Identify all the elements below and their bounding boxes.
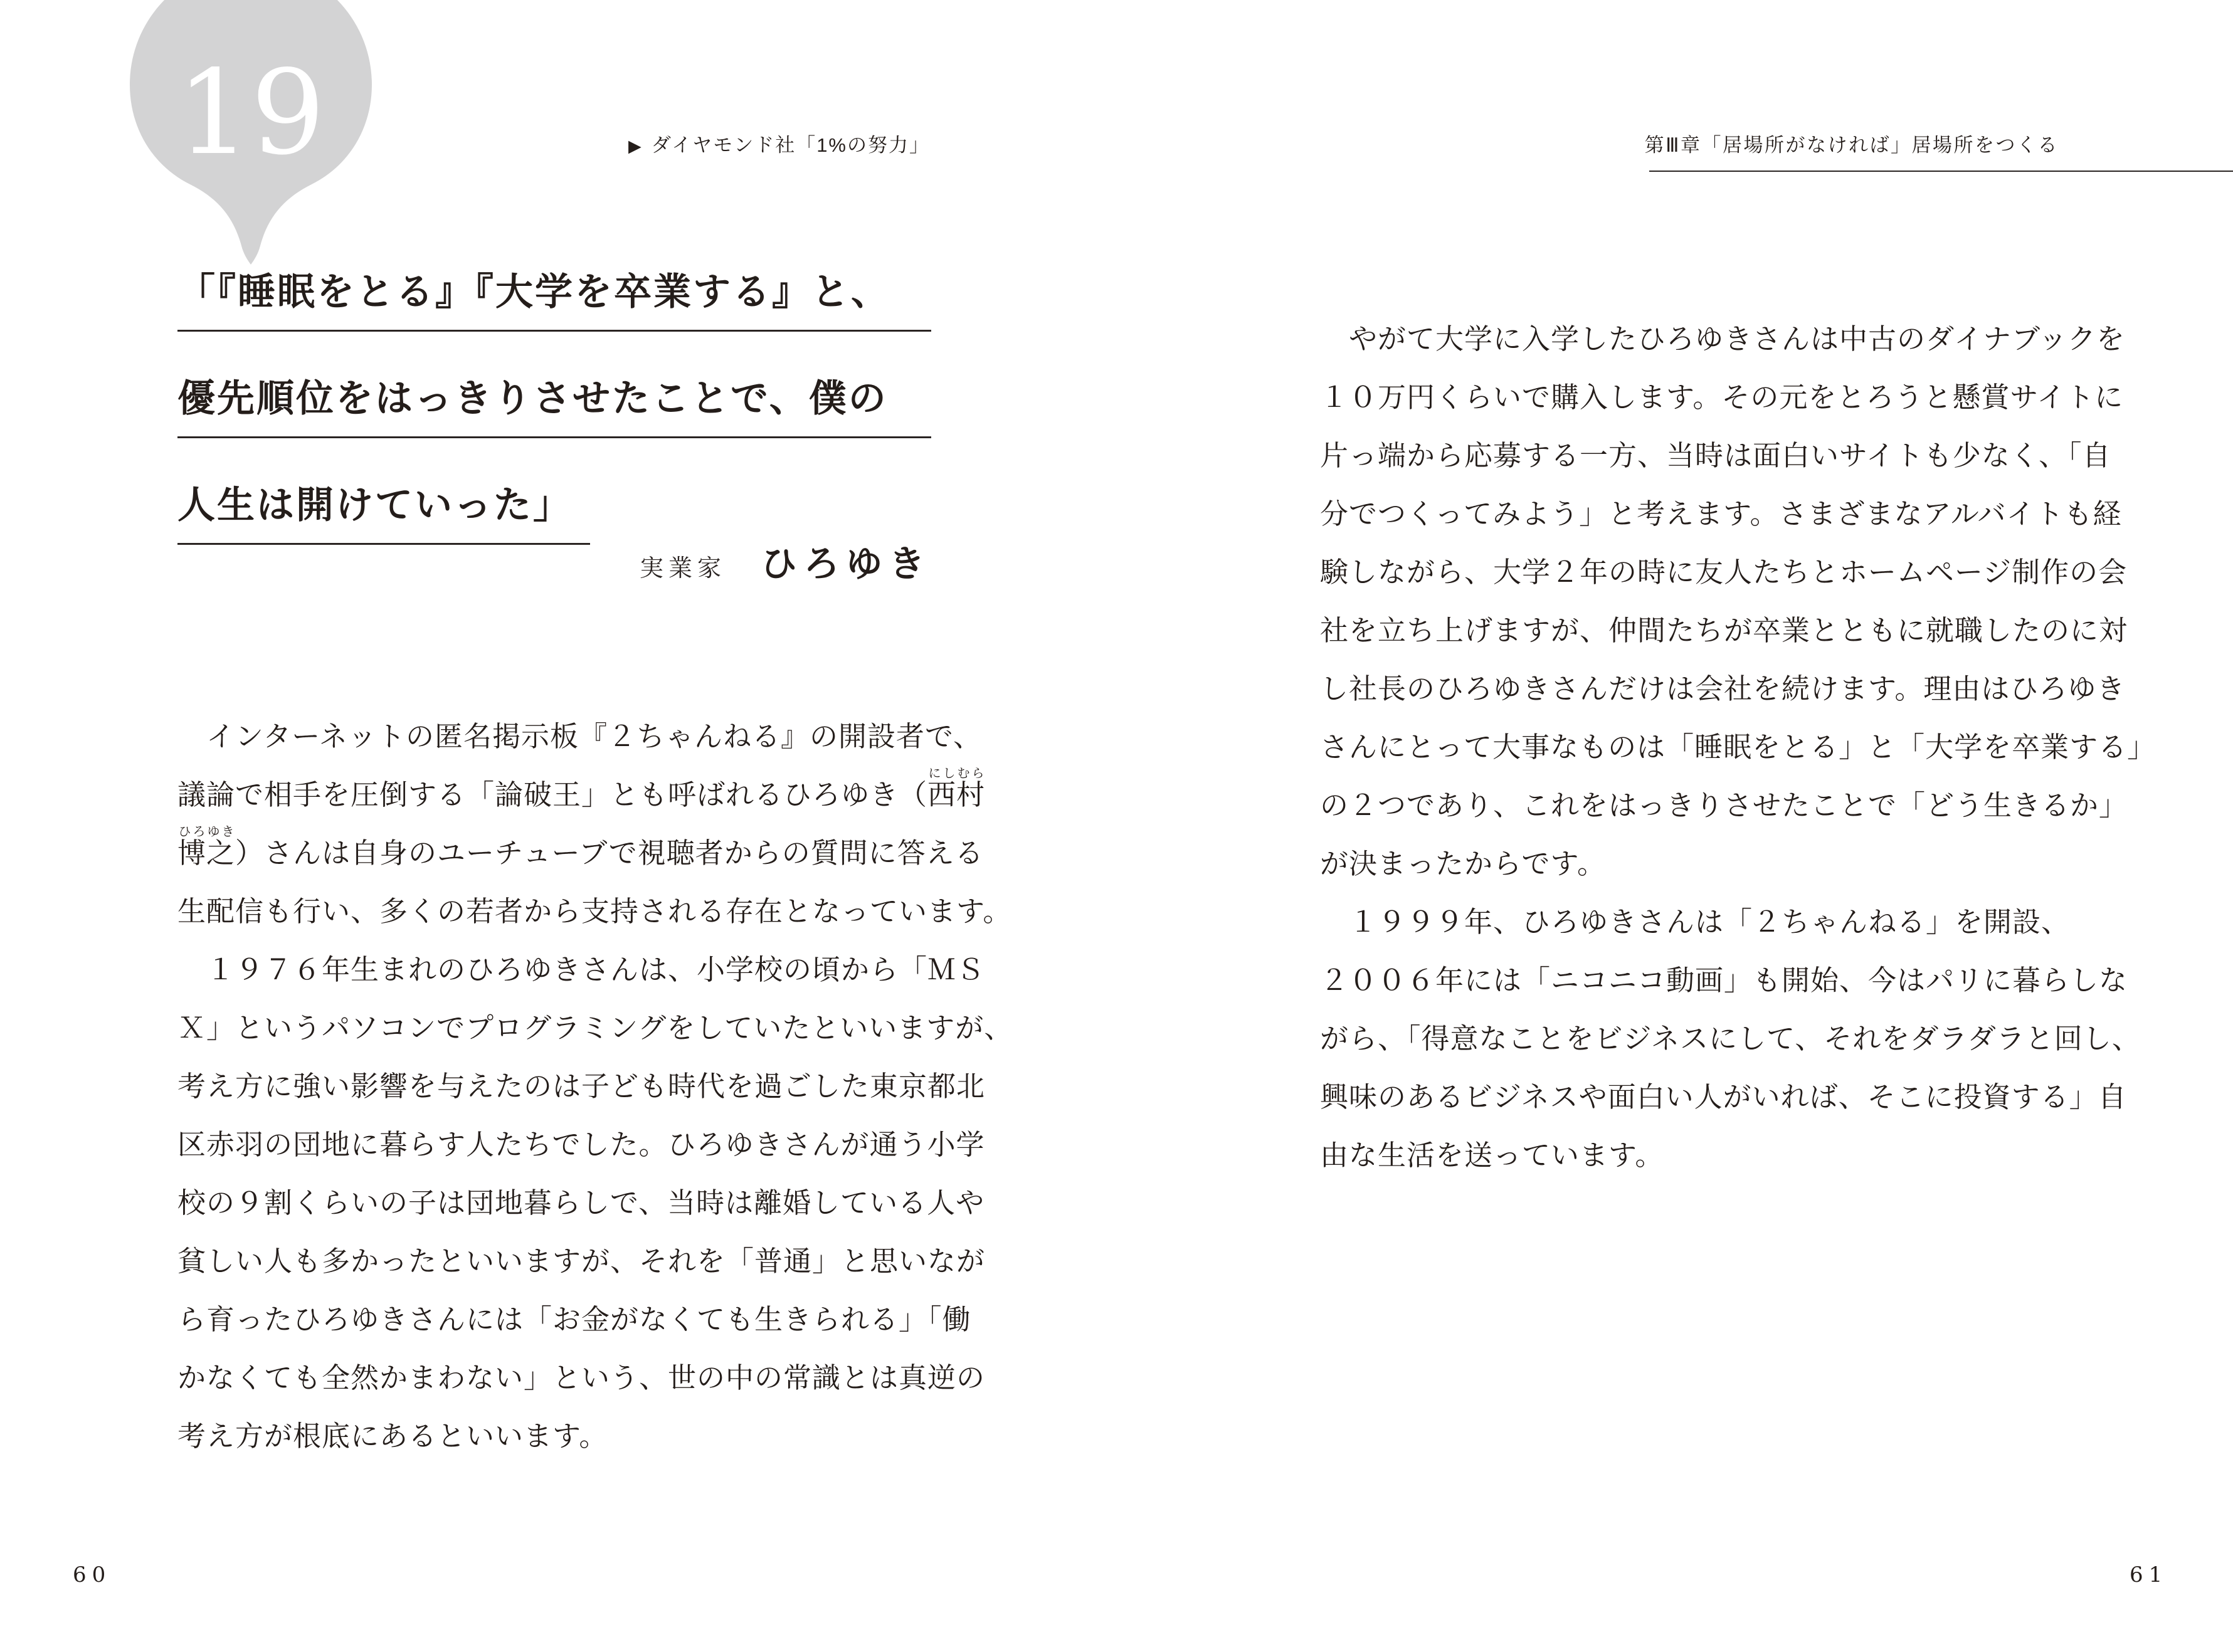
body-text-segment: ）さんは自身のユーチューブで視聴者からの質問に答える [235,837,984,869]
furigana-annotation [927,767,986,811]
body-text-line: 片っ端から応募する一方、当時は面白いサイトも少なく、「自 [1320,439,2111,471]
chapter-number: 19 [176,45,325,181]
body-text-line: 社を立ち上げますが、仲間たちが卒業とともに就職したのに対 [1320,614,2128,646]
page-number-left: 60 [73,1562,112,1587]
body-text-line: 分でつくってみよう」と考えます。さまざまなアルバイトも経 [1320,498,2122,530]
quote-title-line: 優先順位をはっきりさせたことで、僕の [177,369,931,438]
body-text-segment: 議論で相手を圧倒する「論破王」とも呼ばれるひろゆき（ [177,779,928,811]
publisher-header [177,129,930,157]
body-text-line: がら、「得意なことをビジネスにして、それをダラダラと回し、 [1320,1023,2141,1055]
body-text-line: ら育ったひろゆきさんには「お金がなくても生きられる」「働 [177,1303,971,1335]
left-page-body [177,707,1013,1465]
author-line [177,534,931,587]
body-text-line: 生配信も行い、多くの若者から支持される存在となっています。 [177,895,1012,927]
page-number-right: 61 [2130,1562,2168,1587]
ruby-text: ひろゆき [177,825,236,839]
body-text-line: かなくても全然かまわない」という、世の中の常識とは真逆の [177,1362,986,1394]
ruby-base: 西村 [927,779,986,811]
body-text-line [177,765,986,824]
body-text-line: 考え方が根底にあるといいます。 [177,1420,608,1452]
chapter-header: 第Ⅲ章「居場所がなければ」居場所をつくる [1644,134,2059,156]
body-text-line: １９９９年、ひろゆきさんは「２ちゃんねる」を開設、 [1320,906,2071,938]
right-arrow-icon: ▶ [628,137,643,155]
author-name: ひろゆき [760,544,931,584]
body-text-line: が決まったからです。 [1320,848,1606,880]
quote-title-line: 「『睡眠をとる』『大学を卒業する』と、 [177,262,931,332]
body-text-line: やがて大学に入学したひろゆきさんは中古のダイナブックを [1320,323,2125,355]
furigana-annotation [177,825,236,869]
body-text-line: 貧しい人も多かったといいますが、それを「普通」と思いなが [177,1245,986,1277]
body-text-line: さんにとって大事なものは「睡眠をとる」と「大学を卒業する」 [1320,731,2156,763]
ruby-base: 博之 [177,837,236,869]
ruby-text: にしむら [927,767,986,781]
body-text-line: 興味のあるビジネスや面白い人がいれば、そこに投資する」自 [1320,1081,2127,1113]
author-role: 実業家 [639,555,726,582]
body-text-line: 由な生活を送っています。 [1320,1139,1664,1171]
quote-title-line: 人生は開けていった」 [177,475,590,545]
body-text-line: インターネットの匿名掲示板『２ちゃんねる』の開設者で、 [177,720,983,752]
body-text-line: し社長のひろゆきさんだけは会社を続けます。理由はひろゆき [1320,673,2126,705]
right-page-body [1320,310,2156,1184]
body-text-line: 区赤羽の団地に暮らす人たちでした。ひろゆきさんが通う小学 [177,1129,985,1160]
chapter-header-rule [1649,171,2233,172]
body-text-line: 考え方に強い影響を与えたのは子ども時代を過ごした東京都北 [177,1070,986,1102]
publisher-header-text: ダイヤモンド社「1%の努力」 [651,134,930,156]
body-text-line: の２つであり、これをはっきりさせたことで「どう生きるか」 [1320,789,2128,821]
body-text-line: ２００６年には「ニコニコ動画」も開始、今はパリに暮らしな [1320,964,2128,996]
body-text-line: Ｘ」というパソコンでプログラミングをしていたといいますが、 [177,1012,1013,1044]
body-text-line: １９７６年生まれのひろゆきさんは、小学校の頃から「ＭＳ [177,954,986,986]
body-text-line: 校の９割くらいの子は団地暮らしで、当時は離婚している人や [177,1187,985,1219]
body-text-line: １０万円くらいで購入します。その元をとろうと懸賞サイトに [1320,381,2124,413]
body-text-line [177,824,984,882]
body-text-line: 験しながら、大学２年の時に友人たちとホームページ制作の会 [1320,556,2128,588]
